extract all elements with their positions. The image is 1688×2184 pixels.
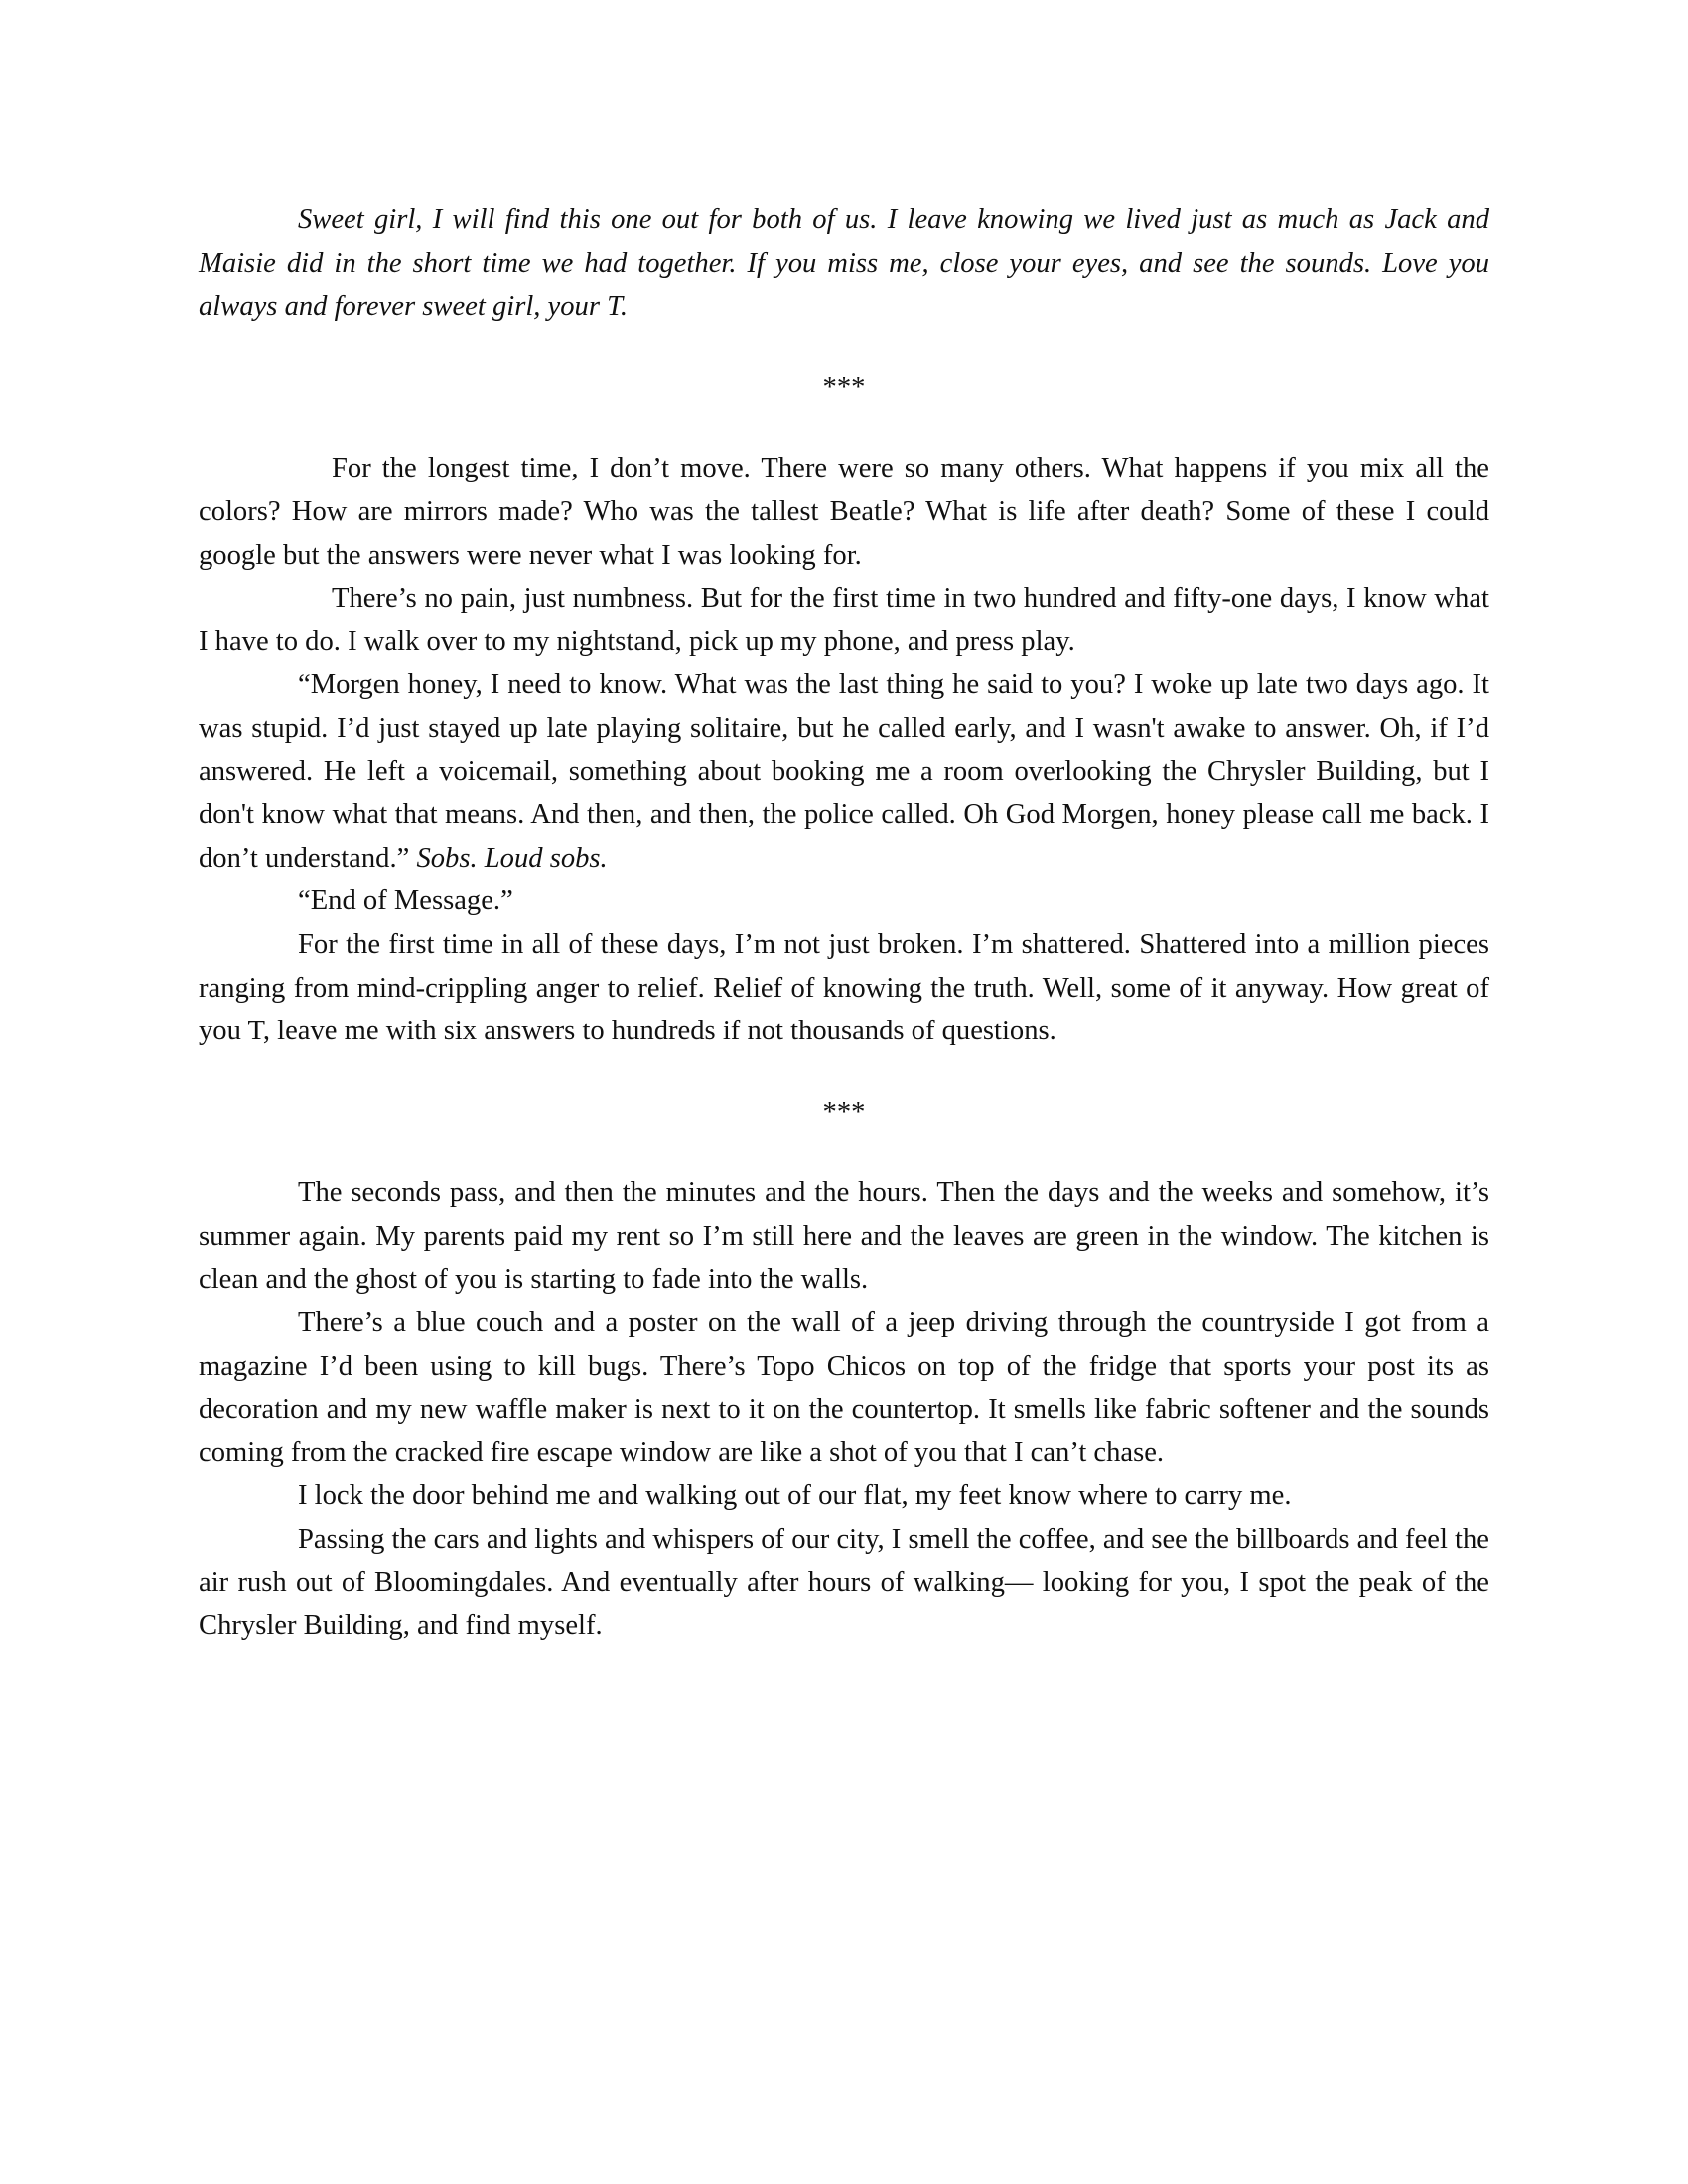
section-separator: *** <box>822 1096 866 1128</box>
voicemail-text: “Morgen honey, I need to know. What was the last thing he said to you? I woke up late two days ago. It was stupid. I’d just stayed up late playing solitaire, but he called early, and I wasn't awake to answer. Oh, if I’d answered. He left a voicemail, something about booking me a room overlooking the Chrysler Building, but I don't know what that means. And then, and then, the police called. Oh God Morgen, honey please call me back. I don’t understand.” <box>199 669 1489 874</box>
section-2-paragraph-2: There’s no pain, just numbness. But for the first time in two hundred and fifty-one days, I know what I have to do. I walk over to my nightstand, pick up my phone, and press play. <box>199 583 1489 657</box>
voicemail-paragraph <box>199 663 1489 880</box>
document-page <box>199 199 1489 1648</box>
letter-closing-paragraph: Sweet girl, I will find this one out for both of us. I leave knowing we lived just as much as Jack and Maisie did in the short time we had together. If you miss me, close your eyes, and see the sounds. Love you always and forever sweet girl, your T. <box>199 205 1489 323</box>
section-3-paragraph-3: I lock the door behind me and walking out of our flat, my feet know where to carry me. <box>298 1480 1292 1512</box>
section-2-paragraph-4: “End of Message.” <box>298 886 513 917</box>
section-3-paragraph-1: The seconds pass, and then the minutes and the hours. Then the days and the weeks and somehow, it’s summer again. My parents paid my rent so I’m still here and the leaves are green in the window. The kitchen is clean and the ghost of you is starting to fade into the walls. <box>199 1177 1489 1296</box>
section-3-paragraph-2: There’s a blue couch and a poster on the wall of a jeep driving through the countryside I got from a magazine I’d been using to kill bugs. There’s Topo Chicos on top of the fridge that sports your post its as decoration and my new waffle maker is next to it on the countertop. It smells like fabric softener and the sounds coming from the cracked fire escape window are like a shot of you that I can’t chase. <box>199 1307 1489 1468</box>
voicemail-sobs: Sobs. Loud sobs. <box>416 842 608 874</box>
section-2-paragraph-1: For the longest time, I don’t move. There were so many others. What happens if you mix all the colors? How are mirrors made? Who was the tallest Beatle? What is life after death? Some of these I could google but the answers were never what I was looking for. <box>199 453 1489 571</box>
section-3-paragraph-4: Passing the cars and lights and whispers of our city, I smell the coffee, and see the billboards and feel the air rush out of Bloomingdales. And eventually after hours of walking— looking for you, I spot the peak of the Chrysler Building, and find myself. <box>199 1524 1489 1642</box>
section-2-paragraph-5: For the first time in all of these days, I’m not just broken. I’m shattered. Shattered into a million pieces ranging from mind-crippling anger to relief. Relief of knowing the truth. Well, some of it anyway. How great of you T, leave me with six answers to hundreds if not thousands of questions. <box>199 928 1489 1047</box>
section-separator: *** <box>822 371 866 403</box>
